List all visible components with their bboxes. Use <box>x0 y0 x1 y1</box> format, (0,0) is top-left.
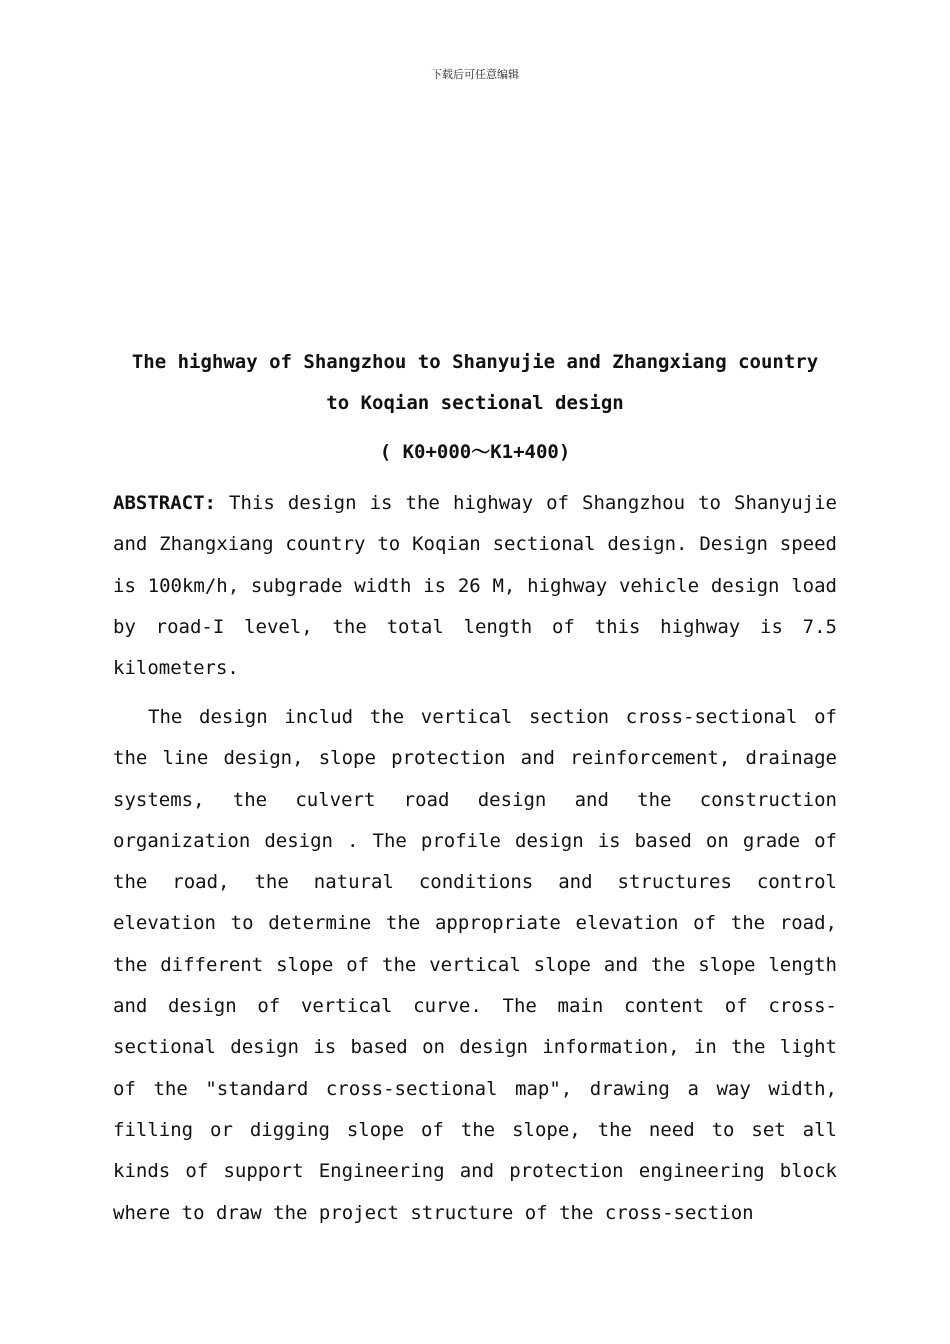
body-paragraph <box>113 697 837 1234</box>
page-header-note: 下载后可任意编辑 <box>431 68 519 81</box>
document-title <box>113 342 837 473</box>
body-paragraph-text: The design includ the vertical section cross-sectional of the line design, slope protection and reinforcement, drainage systems, the culvert road design and the construction organization design . The profile design is based on grade of the road, the natural conditions and structures control elevation to determine the appropriate elevation of the road, the different slope of the vertical slope and the slope length and design of vertical curve. The main content of cross-sectional design is based on design information, in the light of the "standard cross-sectional map", drawing a way width, filling or digging slope of the slope, the need to set all kinds of support Engineering and protection engineering block where to draw the project structure of the cross-section <box>113 706 837 1224</box>
title-line-2: to Koqian sectional design <box>326 392 624 414</box>
abstract-text: This design is the highway of Shangzhou to Shanyujie and Zhangxiang country to Koqian sectional design. Design speed is 100km/h, subgrade width is 26 M, highway vehicle design load by road-I level, the total length of this highway is 7.5 kilometers. <box>113 492 837 680</box>
title-line-1: The highway of Shangzhou to Shanyujie and Zhangxiang country <box>131 351 819 373</box>
abstract-paragraph <box>113 483 837 689</box>
abstract-label: ABSTRACT: <box>113 492 216 514</box>
title-chainage-range: ( K0+000～K1+400) <box>379 441 571 463</box>
